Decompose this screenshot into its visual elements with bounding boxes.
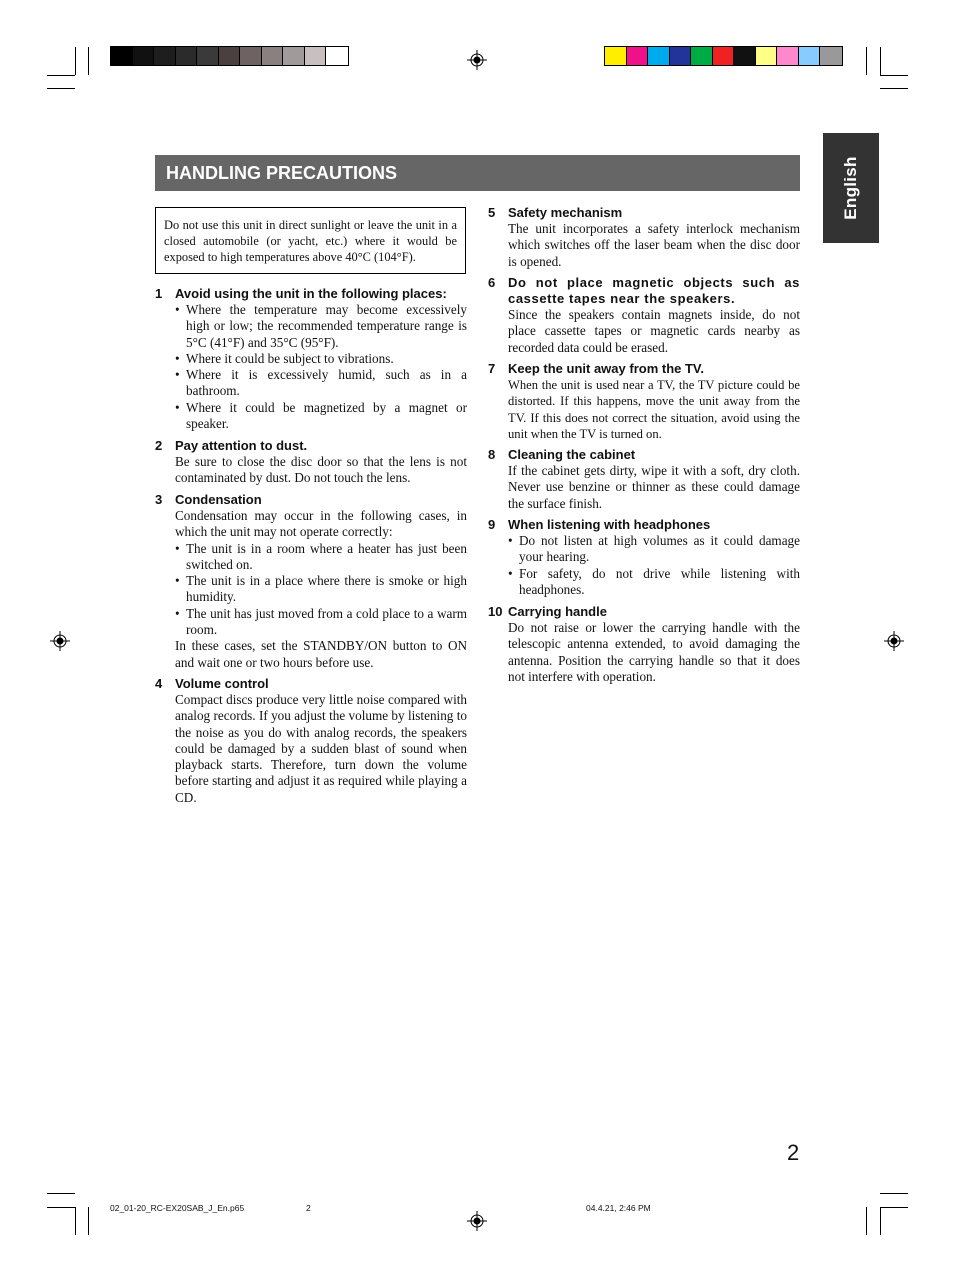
bullet-item: • Where it could be magnetized by a magnet or speaker. [175,400,467,433]
precaution-item [488,517,800,598]
crop-mark [866,47,867,75]
precaution-item [488,205,800,270]
crop-mark [880,75,908,76]
precaution-title: Pay attention to dust. [175,438,308,453]
precaution-number: 1 [155,286,163,301]
language-tab [823,133,879,243]
body-text: The unit incorporates a safety interlock mechanism which switches off the laser beam when the disc door is opened. [508,221,800,269]
precaution-body [488,377,800,442]
precaution-title: Safety mechanism [508,205,623,220]
page-number: 2 [787,1140,800,1165]
precaution-item [155,676,467,806]
registration-mark-icon [50,631,70,651]
crop-mark [880,1193,908,1194]
color-swatch [648,47,670,65]
language-tab-label: English [841,156,860,220]
precaution-number: 9 [488,517,496,532]
footer-page: 2 [306,1203,311,1213]
body-text: Compact discs produce very little noise compared with analog records. If you adjust the volume by listening to the noise as you do with analog records, the speakers could be damaged by a sudden blast of sound when playback starts. Therefore, turn down the volume before starting and adjust it as required while playing a CD. [175,692,467,805]
process-color-bar [604,46,843,66]
color-swatch [799,47,821,65]
crop-mark [47,1193,75,1194]
crop-mark [75,47,76,75]
precaution-number: 5 [488,205,496,220]
color-swatch [326,47,348,65]
color-swatch [240,47,262,65]
precaution-heading [488,205,800,221]
precaution-item [488,447,800,512]
body-text: Condensation may occur in the following cases, in which the unit may not operate correctly: [175,508,467,540]
crop-mark [75,1207,76,1235]
bullet-item: • The unit is in a room where a heater has just been switched on. [175,541,467,574]
color-swatch [111,47,133,65]
bullet-item: • Do not listen at high volumes as it could damage your hearing. [508,533,800,566]
precaution-heading [155,676,467,692]
warning-box: Do not use this unit in direct sunlight or leave the unit in a closed automobile (or yacht, etc.) where it would be exposed to high temperatures above 40°C (104°F). [155,207,466,274]
precaution-number: 7 [488,361,496,376]
body-text: Since the speakers contain magnets inside, do not place cassette tapes or magnetic cards nearby as recorded data could be erased. [508,307,800,355]
bullet-item: • Where it is excessively humid, such as in a bathroom. [175,367,467,400]
crop-mark [47,75,75,76]
precaution-body [155,454,467,487]
footer-timestamp: 04.4.21, 2:46 PM [586,1203,651,1213]
crop-mark [880,1207,881,1235]
color-swatch [820,47,842,65]
bullet-item: • The unit is in a place where there is smoke or high humidity. [175,573,467,606]
body-text: Be sure to close the disc door so that the lens is not contaminated by dust. Do not touch the lens. [175,454,467,486]
precaution-body [488,307,800,356]
registration-mark-icon [467,1211,487,1231]
precaution-title: Avoid using the unit in the following places: [175,286,447,301]
precaution-item [155,438,467,487]
section-title: HANDLING PRECAUTIONS [155,155,800,191]
crop-mark [88,1207,89,1235]
precaution-heading [155,492,467,508]
color-swatch [756,47,778,65]
body-text: In these cases, set the STANDBY/ON button to ON and wait one or two hours before use. [175,638,467,670]
bullet-item: • Where it could be subject to vibrations. [175,351,467,367]
precaution-title: Keep the unit away from the TV. [508,361,705,376]
precaution-title: Volume control [175,676,269,691]
crop-mark [47,1207,75,1208]
color-swatch [627,47,649,65]
precaution-item [488,604,800,685]
color-swatch [133,47,155,65]
precaution-title: When listening with headphones [508,517,711,532]
crop-mark [880,47,881,75]
precaution-number: 6 [488,275,496,290]
crop-mark [866,1207,867,1235]
body-text: Do not raise or lower the carrying handle with the telescopic antenna extended, to avoid damaging the antenna. Position the carrying handle so that it does not interfere with operation. [508,620,800,684]
precaution-body [155,692,467,806]
color-swatch [219,47,241,65]
color-swatch [713,47,735,65]
precaution-body [488,463,800,512]
bullet-item: • For safety, do not drive while listening with headphones. [508,566,800,599]
registration-mark-icon [884,631,904,651]
precaution-title: Carrying handle [508,604,607,619]
color-swatch [777,47,799,65]
precaution-number: 3 [155,492,163,507]
precaution-body [155,302,467,432]
footer-file: 02_01-20_RC-EX20SAB_J_En.p65 [110,1203,245,1213]
precaution-title: Condensation [175,492,262,507]
precaution-heading [488,361,800,377]
precaution-body [488,533,800,598]
precaution-heading [488,517,800,533]
precaution-body [488,620,800,685]
color-swatch [734,47,756,65]
precaution-heading [155,438,467,454]
bullet-item: • Where the temperature may become excessively high or low; the recommended temperature range is 5°C (41°F) and 35°C (95°F). [175,302,467,351]
precaution-body [488,221,800,270]
precaution-body [155,508,467,671]
body-text: If the cabinet gets dirty, wipe it with a soft, dry cloth. Never use benzine or thinner as these could damage the surface finish. [508,463,800,511]
color-swatch [691,47,713,65]
crop-mark [88,47,89,75]
precaution-number: 2 [155,438,163,453]
color-swatch [197,47,219,65]
color-swatch [176,47,198,65]
crop-mark [880,88,908,89]
registration-mark-icon [467,50,487,70]
precaution-item [155,492,467,671]
crop-mark [47,88,75,89]
precaution-heading [488,447,800,463]
color-swatch [283,47,305,65]
bullet-item: • The unit has just moved from a cold place to a warm room. [175,606,467,639]
precaution-heading [488,275,800,307]
precaution-heading [155,286,467,302]
precaution-item [488,361,800,442]
precaution-title: Cleaning the cabinet [508,447,636,462]
color-swatch [262,47,284,65]
crop-mark [880,1207,908,1208]
precaution-item [488,275,800,356]
color-swatch [305,47,327,65]
color-swatch [154,47,176,65]
precaution-heading [488,604,800,620]
body-text: When the unit is used near a TV, the TV picture could be distorted. If this happens, move the unit away from the TV. If this does not correct the situation, avoid using the unit when the TV is turned on. [508,378,800,441]
precaution-number: 10 [488,604,503,619]
color-swatch [670,47,692,65]
grayscale-color-bar [110,46,349,66]
precaution-number: 8 [488,447,496,462]
color-swatch [605,47,627,65]
precaution-number: 4 [155,676,163,691]
precaution-title: Do not place magnetic objects such as cassette tapes near the speakers. [508,275,800,306]
precaution-item [155,286,467,432]
